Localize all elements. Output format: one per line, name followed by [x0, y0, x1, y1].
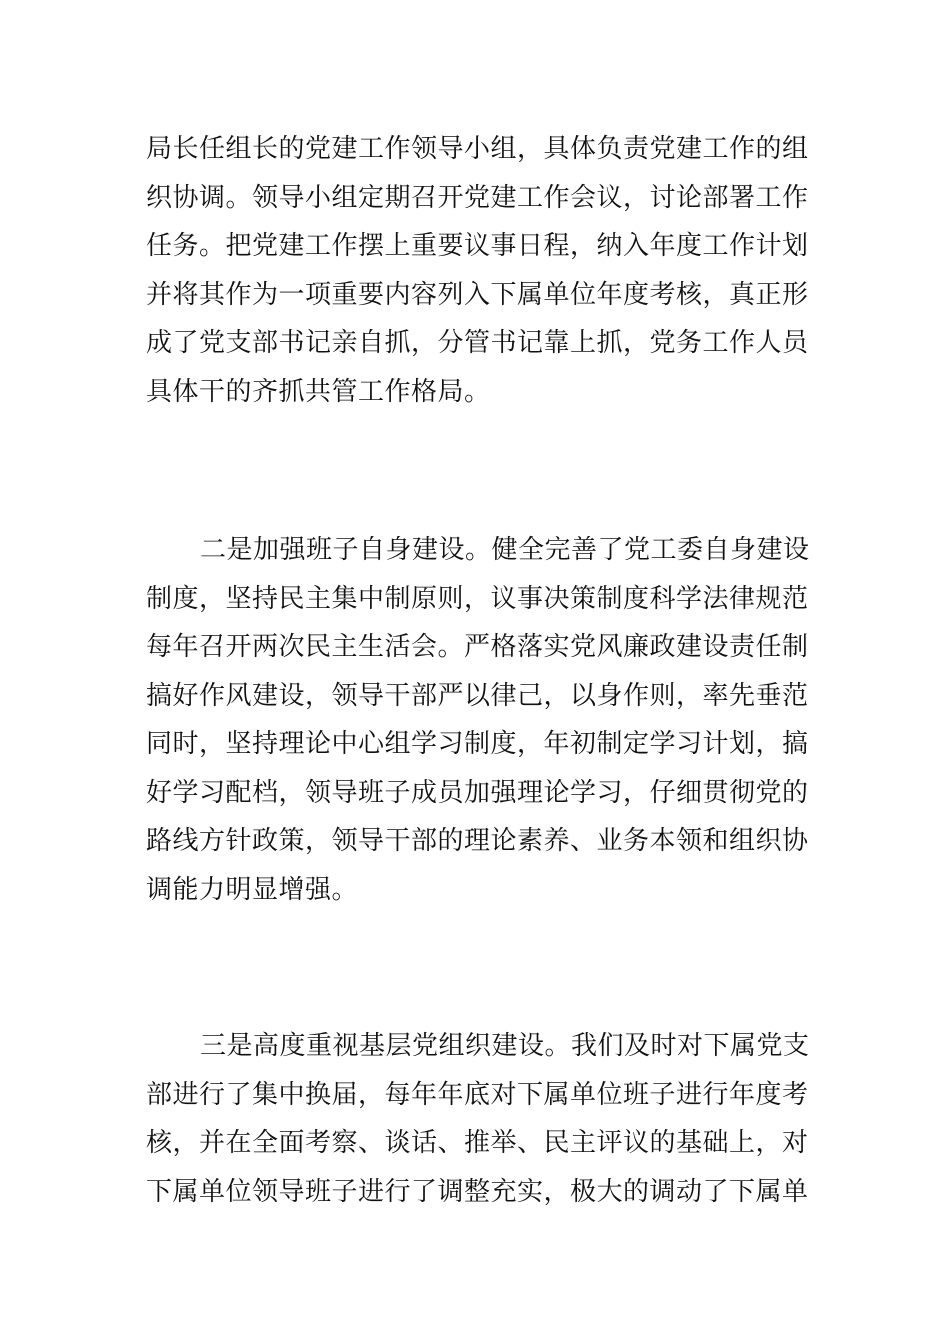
text-line: 局长任组长的党建工作领导小组，具体负责党建工作的组	[146, 134, 809, 164]
text-line: 织协调。领导小组定期召开党建工作会议，讨论部署工作	[146, 182, 809, 213]
paragraph-2	[146, 526, 810, 914]
text-line: 下属单位领导班子进行了调整充实，极大的调动了下属单	[146, 1176, 809, 1207]
text-line: 三是高度重视基层党组织建设。我们及时对下属党支	[200, 1031, 810, 1061]
text-line: 好学习配档，领导班子成员加强理论学习，仔细贯彻党的	[146, 777, 809, 808]
text-line: 路线方针政策，领导干部的理论素养、业务本领和组织协	[146, 826, 809, 856]
text-line: 并将其作为一项重要内容列入下属单位年度考核，真正形	[146, 279, 809, 310]
text-line: 同时，坚持理论中心组学习制度，年初制定学习计划，搞	[146, 729, 809, 759]
text-line: 核，并在全面考察、谈话、推举、民主评议的基础上，对	[146, 1128, 809, 1158]
text-line: 部进行了集中换届，每年年底对下属单位班子进行年度考	[146, 1079, 809, 1110]
paragraph-3	[146, 1022, 810, 1216]
text-line: 搞好作风建设，领导干部严以律己，以身作则，率先垂范	[146, 680, 809, 711]
text-line: 每年召开两次民主生活会。严格落实党风廉政建设责任制	[146, 632, 809, 662]
text-line: 制度，坚持民主集中制原则，议事决策制度科学法律规范	[146, 583, 809, 614]
text-line: 成了党支部书记亲自抓，分管书记靠上抓，党务工作人员	[146, 328, 809, 358]
text-line: 二是加强班子自身建设。健全完善了党工委自身建设	[200, 535, 810, 565]
paragraph-1	[146, 125, 810, 416]
text-line: 任务。把党建工作摆上重要议事日程，纳入年度工作计划	[146, 231, 809, 261]
text-line: 具体干的齐抓共管工作格局。	[146, 376, 491, 407]
text-line: 调能力明显增强。	[146, 874, 359, 905]
